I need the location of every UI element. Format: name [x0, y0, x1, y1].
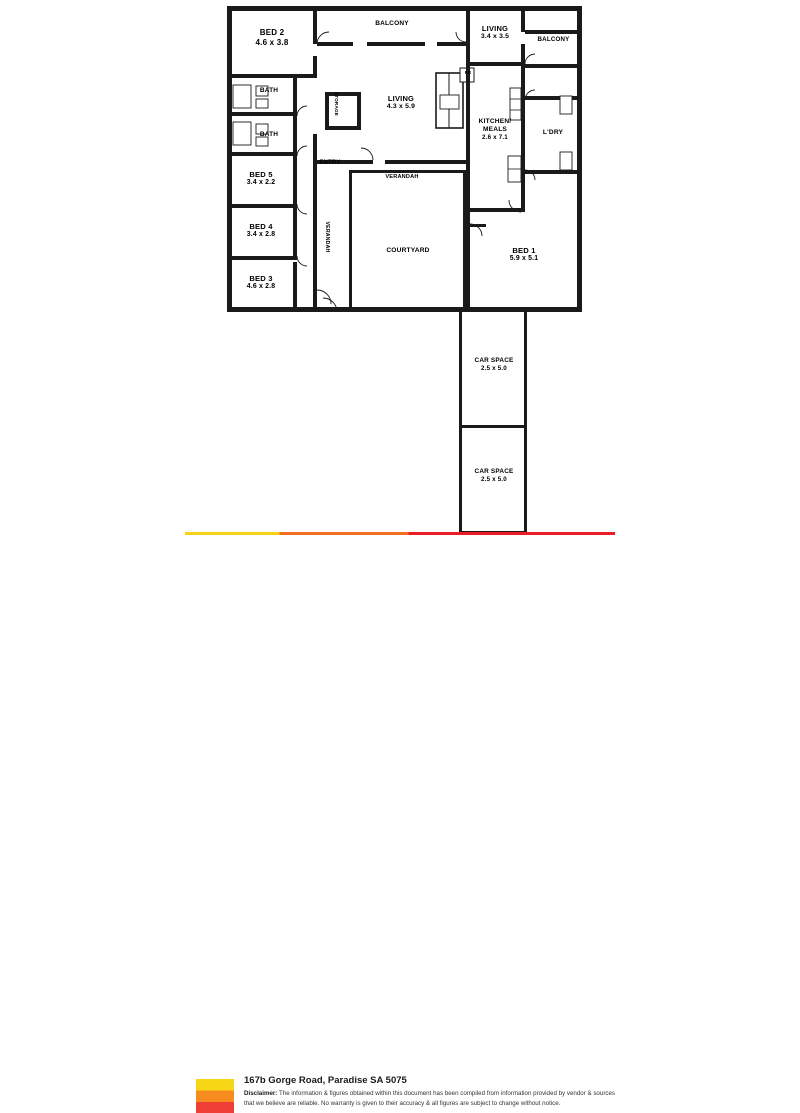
- wall: [463, 170, 466, 310]
- room-label-verandah-left: VERANDAH: [324, 221, 330, 253]
- footer-accent-rule: [185, 532, 615, 535]
- wall: [227, 307, 582, 312]
- room-label-living-top: LIVING 3.4 x 3.5: [480, 24, 510, 41]
- disclaimer-body: The information & figures obtained within this document has been compiled from information provided by vendor & sources that we believe are reliable. No warranty is given to their accuracy & all figures are subject to change without notice.: [244, 1090, 616, 1107]
- room-label-courtyard: COURTYARD: [386, 247, 430, 254]
- room-label-bed1: BED 1 5.9 x 5.1: [509, 246, 539, 263]
- wall: [525, 30, 582, 34]
- wall: [524, 312, 527, 534]
- wall: [313, 164, 317, 312]
- room-label-bed4: BED 4 3.4 x 2.8: [246, 222, 276, 239]
- wall: [349, 170, 467, 173]
- laundry-trough: [560, 96, 572, 114]
- wall: [227, 6, 232, 312]
- footer-text-block: [244, 1075, 616, 1108]
- room-label-fridge: FR: [464, 70, 472, 75]
- room-label-storage: STORAGE: [334, 91, 339, 117]
- wall: [349, 170, 352, 310]
- room-label-bed3: BED 3 4.6 x 2.8: [246, 274, 276, 291]
- room-label-bed2: BED 2 4.6 x 3.8: [255, 28, 289, 47]
- room-label-car-space-2: CAR SPACE 2.5 x 5.0: [474, 468, 514, 483]
- wall: [459, 312, 462, 534]
- wall: [293, 78, 297, 116]
- room-label-car-space-1: CAR SPACE 2.5 x 5.0: [474, 357, 514, 372]
- wall: [227, 74, 317, 78]
- wall: [227, 6, 582, 11]
- kitchen-bench: [510, 88, 521, 120]
- stair-detail: [440, 95, 459, 109]
- room-label-verandah-upper: VERANDAH: [385, 174, 419, 180]
- property-address: 167b Gorge Road, Paradise SA 5075: [244, 1075, 407, 1086]
- wall: [317, 42, 353, 46]
- agency-logo: [196, 1079, 234, 1113]
- wall: [385, 160, 467, 164]
- room-label-bath-lower: BATH: [259, 131, 279, 138]
- wall: [437, 42, 469, 46]
- room-label-living-main: LIVING 4.3 x 5.9: [386, 94, 416, 111]
- wall: [459, 425, 527, 428]
- footer: [0, 532, 800, 1107]
- disclaimer: [244, 1089, 616, 1108]
- room-label-bed5: BED 5 3.4 x 2.2: [246, 170, 276, 187]
- wall: [525, 96, 582, 100]
- wall: [521, 44, 525, 68]
- toilet-fixture: [256, 99, 268, 108]
- wall: [525, 64, 582, 68]
- room-label-laundry: L'DRY: [542, 129, 564, 136]
- room-label-kitchen-meals: KITCHEN/ MEALS 2.6 x 7.1: [478, 118, 512, 142]
- wall: [466, 62, 524, 66]
- wall: [357, 96, 361, 130]
- wall: [227, 112, 297, 116]
- room-label-balcony-right: BALCONY: [537, 36, 570, 43]
- room-label-bath-upper: BATH: [259, 87, 279, 94]
- wall: [227, 256, 297, 260]
- wall: [227, 152, 297, 156]
- wall: [367, 42, 425, 46]
- room-label-entry: ENTRY: [319, 160, 341, 166]
- wall: [577, 6, 582, 312]
- wall: [325, 126, 361, 130]
- wall: [525, 170, 582, 174]
- disclaimer-label: Disclaimer:: [244, 1090, 278, 1097]
- room-label-balcony-top: BALCONY: [375, 20, 409, 27]
- laundry-appliance: [560, 152, 572, 170]
- wall: [227, 204, 297, 208]
